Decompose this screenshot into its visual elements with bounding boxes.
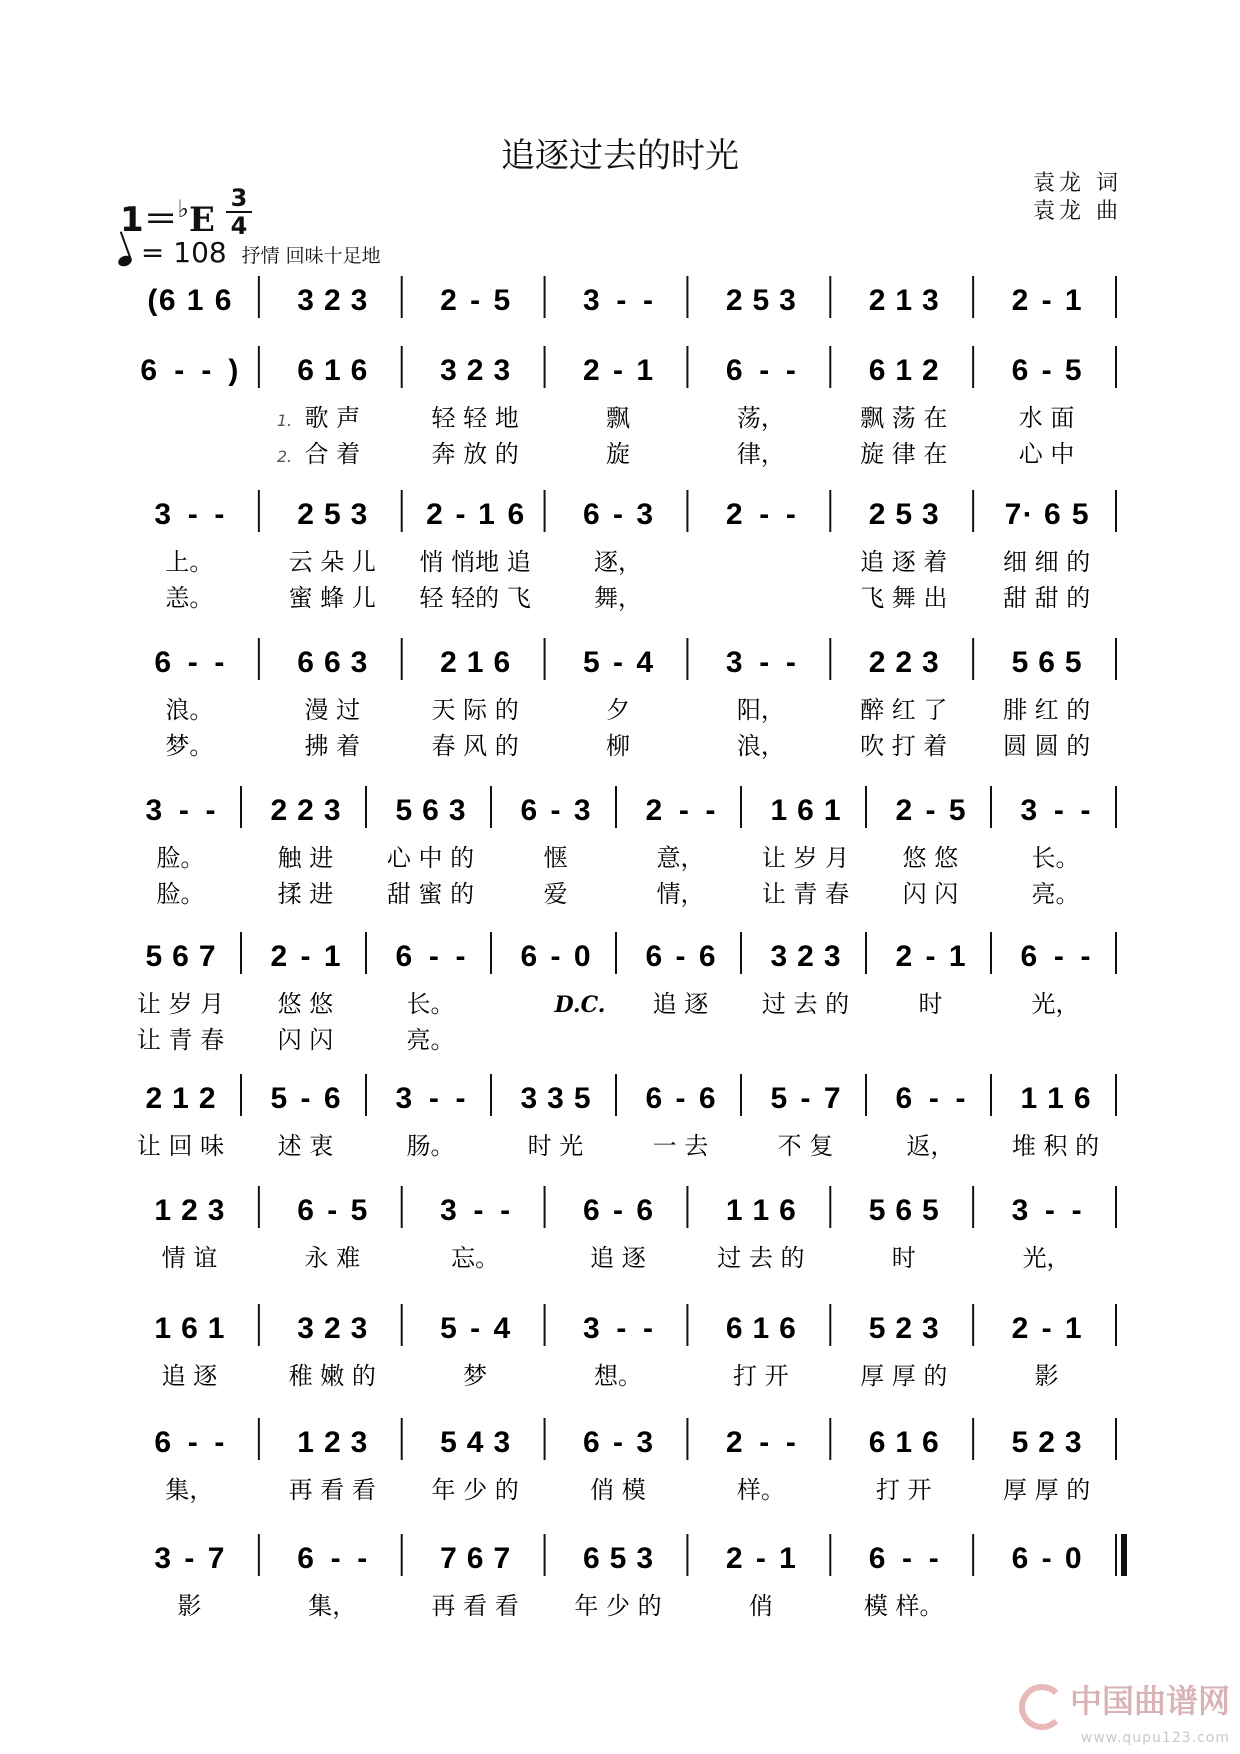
lyric-text: 梦。 (165, 732, 214, 760)
lyric-text: 悠 悠 (277, 990, 334, 1018)
lyric-text: 脸。 (156, 880, 205, 908)
measure-notes: 6 5 3 (583, 1542, 653, 1575)
lyric-text: 述 衷 (277, 1132, 334, 1160)
site-logo-icon (1019, 1684, 1065, 1730)
measure-notes: 2 - 1 (895, 940, 966, 973)
measure-notes: 3 - - (583, 1312, 653, 1345)
measure-notes: 5 6 5 (1011, 646, 1082, 679)
watermark-text: 中国曲谱网 (1069, 1681, 1230, 1720)
dc-marking: D.C. (554, 992, 606, 1018)
lyric-text: 圆 圆 的 (1002, 732, 1091, 760)
measure-notes: 7· 6 5 (1004, 498, 1089, 531)
lyricist-credit: 袁龙 词 (1033, 171, 1122, 196)
lyric-text: 合 着 (304, 440, 361, 468)
measure-notes: 6 1 6 (297, 354, 368, 387)
lyric-text: 厚 厚 的 (860, 1362, 948, 1390)
lyric-text: 堆 积 的 (1011, 1132, 1100, 1160)
lyric-text: 醉 红 了 (860, 696, 948, 724)
lyric-text: 追 逐 (590, 1244, 646, 1272)
measure-notes: 3 2 3 (770, 940, 841, 973)
measure-notes: 5 - 4 (583, 646, 653, 679)
lyric-text: 想。 (594, 1362, 642, 1390)
lyric-text: 浪， (736, 732, 785, 760)
measure-notes: 6 - 3 (583, 498, 653, 531)
measure-notes: 3 - 7 (154, 1542, 225, 1575)
measure-notes: 2 5 3 (297, 498, 368, 531)
lyric-text: 春 风 的 (431, 732, 519, 760)
measure-notes: 6 - - (154, 1426, 225, 1459)
measure-notes: 6 - 6 (583, 1194, 653, 1227)
lyric-text: 打 开 (875, 1476, 932, 1504)
lyric-text: 甜 甜 的 (1002, 584, 1091, 612)
lyric-text: 吹 打 着 (860, 732, 948, 760)
lyric-text: 让 青 春 (136, 1026, 225, 1054)
measure-notes: 6 - 6 (645, 940, 716, 973)
lyric-text: 再 看 看 (431, 1592, 519, 1620)
measure-notes: 6 - 5 (297, 1194, 368, 1227)
lyric-text: 过 去 的 (761, 990, 850, 1018)
lyric-text: 歌 声 (304, 404, 361, 432)
lyric-text: 爱 (543, 880, 568, 908)
measure-notes: 6 - 6 (645, 1082, 716, 1115)
lyric-text: 夕 (606, 696, 630, 724)
measure-notes: 5 6 5 (868, 1194, 939, 1227)
lyric-text: 厚 厚 的 (1002, 1476, 1091, 1504)
lyric-text: 荡， (736, 404, 785, 432)
verse-number: 2. (276, 447, 293, 466)
lyric-text: 样。 (736, 1476, 785, 1504)
lyric-text: 闪 闪 (277, 1026, 334, 1054)
verse-number: 1. (276, 411, 293, 430)
lyric-text: 亮。 (1031, 880, 1080, 908)
flat-icon: ♭ (177, 195, 189, 223)
lyric-text: 拂 着 (304, 732, 361, 760)
measure-notes: 2 1 6 (440, 646, 511, 679)
measure-notes: 5 - 7 (770, 1082, 841, 1115)
lyric-text: 细 细 的 (1002, 548, 1091, 576)
measure-notes: 2 - 5 (440, 284, 511, 317)
measure-notes: 2 - 1 (583, 354, 653, 387)
measure-notes: 5 2 3 (868, 1312, 939, 1345)
measure-notes: 6 - 0 (520, 940, 591, 973)
measure-notes: 6 - - (725, 354, 796, 387)
measure-notes: 2 1 2 (145, 1082, 216, 1115)
watermark-url: www.qupu123.com (1080, 1730, 1230, 1746)
lyric-text: 追 逐 着 (860, 548, 948, 576)
lyric-text: 集， (165, 1476, 214, 1504)
lyric-text: 长。 (406, 990, 455, 1018)
lyric-text: 追 逐 (652, 990, 709, 1018)
measure-notes: 2 - - (725, 498, 796, 531)
measure-notes: 2 - 1 6 (426, 498, 525, 531)
lyric-text: 悄 悄地 追 (419, 548, 531, 576)
song-title: 追逐过去的时光 (501, 136, 739, 176)
lyric-text: 腓 红 的 (1002, 696, 1091, 724)
measure-notes: 2 5 3 (868, 498, 939, 531)
lyric-text: 集， (308, 1592, 357, 1620)
measure-notes: 3 - - (583, 284, 653, 317)
lyric-text: 情， (656, 880, 705, 908)
lyric-text: 忘。 (451, 1244, 500, 1272)
measure-notes: 1 2 3 (154, 1194, 225, 1227)
measure-notes: 5 - 6 (270, 1082, 341, 1115)
lyric-text: 奔 放 的 (431, 440, 519, 468)
measure-notes: 6 1 2 (868, 354, 939, 387)
measure-notes: 6 - - (154, 646, 225, 679)
lyric-text: 触 进 (277, 844, 334, 872)
lyric-text: 律， (736, 440, 785, 468)
measure-notes: (6 1 6 (147, 284, 232, 317)
lyric-text: 揉 进 (277, 880, 334, 908)
measure-notes: 6 1 6 (868, 1426, 939, 1459)
measure-notes: 3 2 3 (297, 284, 368, 317)
lyric-text: 让 青 春 (761, 880, 850, 908)
lyric-text: 返， (906, 1132, 955, 1160)
measure-notes: 2 5 3 (725, 284, 796, 317)
tempo-value: = 108 (140, 236, 227, 269)
lyric-text: 时 光 (527, 1132, 584, 1160)
lyric-text: 不 复 (777, 1132, 834, 1160)
lyric-text: 甜 蜜 的 (386, 880, 475, 908)
measure-notes: 2 2 3 (270, 794, 341, 827)
measure-notes: 6 6 3 (297, 646, 368, 679)
lyric-text: 旋 (606, 440, 630, 468)
lyric-text: 恙。 (165, 584, 214, 612)
measure-notes: 7 6 7 (440, 1542, 511, 1575)
lyric-text: 俏 (748, 1592, 773, 1620)
lyric-text: 俏 模 (590, 1476, 646, 1504)
measure-notes: 1 1 6 (725, 1194, 796, 1227)
lyric-text: 天 际 的 (431, 696, 519, 724)
measure-notes: 6 - - (395, 940, 466, 973)
lyric-text: 稚 嫩 的 (288, 1362, 376, 1390)
lyric-text: 蜜 蜂 儿 (288, 584, 376, 612)
lyric-text: 情 谊 (161, 1244, 218, 1272)
measure-notes: 3 - - (145, 794, 216, 827)
lyric-text: 心 中 的 (386, 844, 475, 872)
measure-notes: 6 - 3 (583, 1426, 653, 1459)
measure-notes: 2 2 3 (868, 646, 939, 679)
measure-notes: 2 - 1 (270, 940, 341, 973)
meter-top: 3 (230, 184, 248, 212)
lyric-text: 亮。 (406, 1026, 455, 1054)
lyric-text: 时 (891, 1244, 916, 1272)
lyric-text: 云 朵 儿 (288, 548, 376, 576)
lyric-text: 长。 (1031, 844, 1080, 872)
lyric-text: 永 难 (304, 1244, 361, 1272)
site-watermark (1019, 1676, 1230, 1747)
measure-notes: 1 2 3 (297, 1426, 368, 1459)
measure-notes: 3 - - (395, 1082, 466, 1115)
measure-notes: 1 1 6 (1020, 1082, 1091, 1115)
lyric-text: 让 回 味 (136, 1132, 225, 1160)
lyric-text: 让 岁 月 (761, 844, 850, 872)
measure-notes: 5 4 3 (440, 1426, 511, 1459)
lyric-text: 悠 悠 (902, 844, 959, 872)
measure-notes: 2 - 1 (725, 1542, 796, 1575)
lyric-text: 追 逐 (161, 1362, 218, 1390)
measure-notes: 3 2 3 (440, 354, 511, 387)
measure-notes: 2 1 3 (868, 284, 939, 317)
lyric-text: 时 (918, 990, 943, 1018)
measure-notes: 6 - - (868, 1542, 939, 1575)
lyric-text: 光， (1022, 1244, 1071, 1272)
lyric-text: 漫 过 (304, 696, 361, 724)
measure-notes: 6 - 0 (1011, 1542, 1082, 1575)
lyric-text: 轻 轻的 飞 (419, 584, 531, 612)
lyric-text: 影 (177, 1592, 202, 1620)
lyric-text: 闪 闪 (902, 880, 959, 908)
measure-notes: 6 - - (1020, 940, 1091, 973)
key-letter: E (189, 200, 215, 240)
measure-notes: 5 2 3 (1011, 1426, 1082, 1459)
lyric-text: 光， (1031, 990, 1080, 1018)
measure-notes: 5 - 4 (440, 1312, 511, 1345)
lyric-text: 惬 (543, 844, 568, 872)
composer-credit: 袁龙 曲 (1033, 199, 1122, 224)
measure-notes: 6 - 5 (1011, 354, 1082, 387)
lyric-text: 肠。 (406, 1132, 455, 1160)
measure-notes: 3 - - (440, 1194, 511, 1227)
measure-notes: 3 - - (154, 498, 225, 531)
measure-notes: 2 - 1 (1011, 1312, 1082, 1345)
lyric-text: 影 (1034, 1362, 1059, 1390)
lyric-text: 柳 (606, 732, 630, 760)
lyric-text: 一 去 (652, 1132, 709, 1160)
lyric-text: 旋 律 在 (860, 440, 948, 468)
lyric-text: 阳， (736, 696, 785, 724)
measure-notes: 2 - 5 (895, 794, 966, 827)
lyric-text: 浪。 (165, 696, 214, 724)
measure-notes: 3 - - (1020, 794, 1091, 827)
lyric-text: 让 岁 月 (136, 990, 225, 1018)
measure-notes: 5 6 3 (395, 794, 466, 827)
measure-notes: 6 - - (297, 1542, 368, 1575)
measure-notes: 1 6 1 (154, 1312, 225, 1345)
lyric-text: 飘 荡 在 (860, 404, 948, 432)
key-prefix: 1＝ (120, 200, 178, 240)
measure-notes: 3 - - (725, 646, 796, 679)
measure-notes: 3 2 3 (297, 1312, 368, 1345)
measure-notes: 3 3 5 (520, 1082, 591, 1115)
measure-notes: 6 1 6 (725, 1312, 796, 1345)
lyric-text: 水 面 (1018, 404, 1075, 432)
meter-bottom: 4 (230, 212, 248, 240)
lyric-text: 再 看 看 (288, 1476, 376, 1504)
measure-notes: 2 - 1 (1011, 284, 1082, 317)
lyric-text: 意， (656, 844, 705, 872)
lyric-text: 飘 (606, 404, 630, 432)
measure-notes: 1 6 1 (770, 794, 841, 827)
measure-notes: 2 - - (645, 794, 716, 827)
lyric-text: 飞 舞 出 (860, 584, 948, 612)
lyric-text: 模 样。 (863, 1592, 944, 1620)
measure-notes: 6 - 3 (520, 794, 591, 827)
measure-notes: 6 - - ) (140, 354, 239, 387)
lyric-text: 年 少 的 (574, 1592, 662, 1620)
lyric-text: 年 少 的 (431, 1476, 519, 1504)
lyric-text: 逐， (594, 548, 642, 576)
measure-notes: 6 - - (895, 1082, 966, 1115)
measure-notes: 3 - - (1011, 1194, 1082, 1227)
lyric-text: 梦 (463, 1362, 488, 1390)
lyric-text: 心 中 (1018, 440, 1075, 468)
lyric-text: 脸。 (156, 844, 205, 872)
measure-notes: 2 - - (725, 1426, 796, 1459)
measure-notes: 5 6 7 (145, 940, 216, 973)
lyric-text: 过 去 的 (717, 1244, 805, 1272)
lyric-text: 舞， (594, 584, 642, 612)
lyric-text: 上。 (165, 548, 214, 576)
lyric-text: 打 开 (733, 1362, 789, 1390)
expression-text: 抒情 回味十足地 (241, 245, 381, 267)
lyric-text: 轻 轻 地 (431, 404, 519, 432)
